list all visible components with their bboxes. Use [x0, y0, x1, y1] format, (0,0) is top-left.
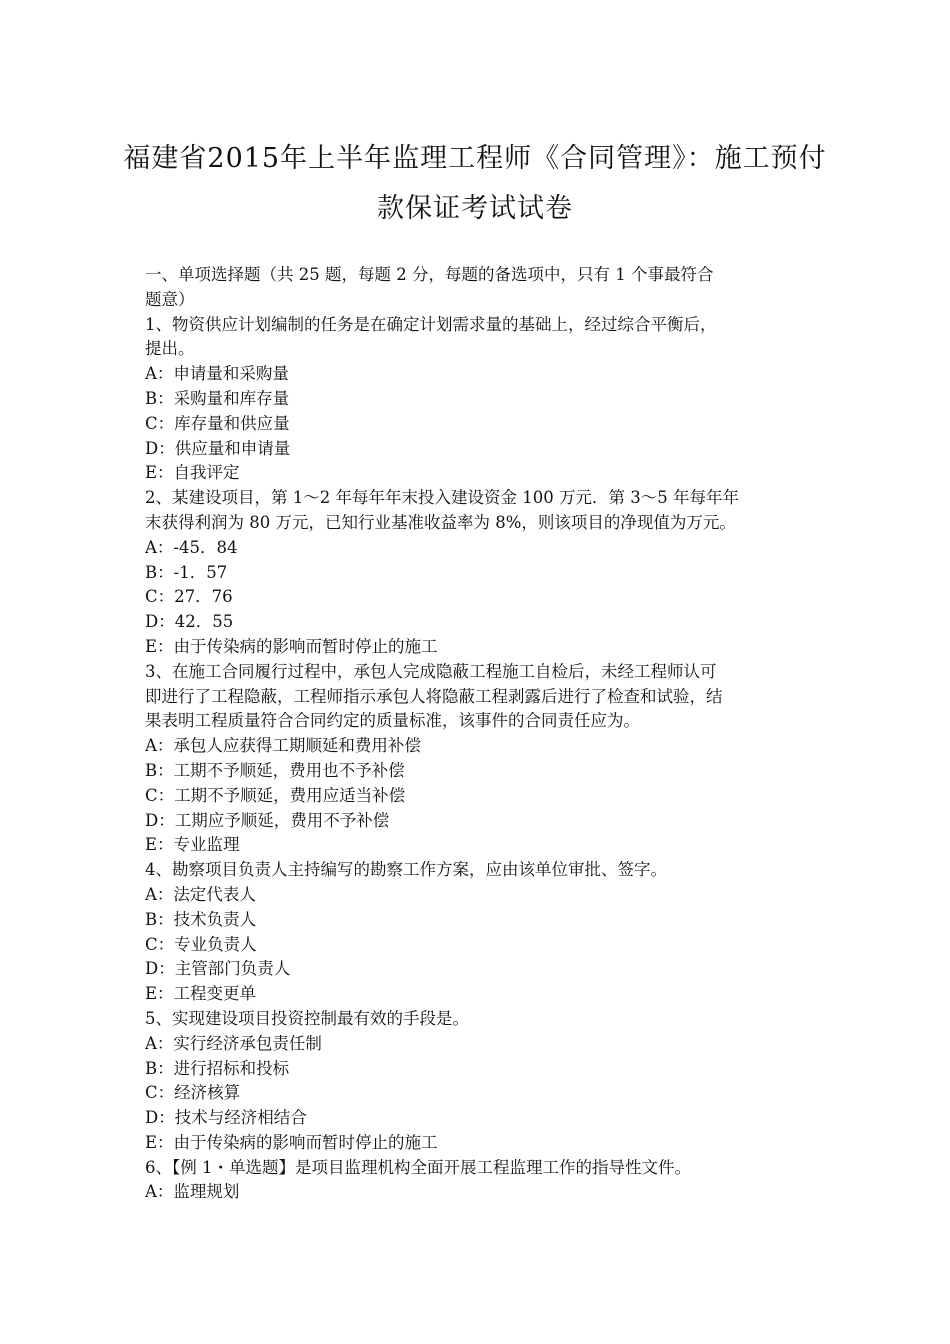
question-6-text: 6、【例 1・单选题】是项目监理机构全面开展工程监理工作的指导性文件。: [145, 1157, 691, 1177]
question-3-text-cont: 果表明工程质量符合合同约定的质量标准，该事件的合同责任应为。: [145, 711, 640, 731]
question-2-option-e: E：由于传染病的影响而暂时停止的施工: [145, 636, 438, 656]
question-1-option-c: C：库存量和供应量: [145, 413, 290, 433]
document-title-line-1: 福建省2015年上半年监理工程师《合同管理》：施工预付: [123, 143, 827, 174]
question-4-option-b: B：技术负责人: [145, 909, 257, 929]
question-1-option-b: B：采购量和库存量: [145, 388, 290, 408]
section-heading-cont: 题意）: [145, 289, 195, 309]
question-3-option-e: E：专业监理: [145, 835, 240, 855]
question-3-option-b: B：工期不予顺延，费用也不予补偿: [145, 760, 405, 780]
question-5-option-c: C：经济核算: [145, 1083, 241, 1103]
question-3-option-d: D：工期应予顺延，费用不予补偿: [145, 810, 390, 830]
question-5-option-a: A：实行经济承包责任制: [145, 1033, 322, 1053]
question-5-option-d: D：技术与经济相结合: [145, 1108, 307, 1128]
question-1-option-e: E：自我评定: [145, 463, 240, 483]
question-2-option-a: A：-45．84: [145, 537, 238, 557]
question-5-text: 5、实现建设项目投资控制最有效的手段是。: [145, 1008, 469, 1028]
question-6-option-a: A：监理规划: [145, 1182, 240, 1202]
question-1-option-d: D：供应量和申请量: [145, 438, 291, 458]
question-2-text-cont: 末获得利润为 80 万元，已知行业基准收益率为 8%，则该项目的净现值为万元。: [145, 512, 736, 532]
question-3-text-cont: 即进行了工程隐蔽，工程师指示承包人将隐蔽工程剥露后进行了检查和试验，结: [145, 686, 723, 706]
document-title-line-2: 款保证考试试卷: [377, 193, 573, 224]
question-2-option-b: B：-1．57: [145, 562, 228, 582]
question-4-option-c: C：专业负责人: [145, 934, 257, 954]
question-1-option-a: A：申请量和采购量: [145, 364, 289, 384]
question-2-text: 2、某建设项目，第 1～2 年每年年末投入建设资金 100 万元．第 3～5 年每年年: [145, 488, 739, 508]
question-4-option-a: A：法定代表人: [145, 884, 256, 904]
question-1-text: 1、物资供应计划编制的任务是在确定计划需求量的基础上，经过综合平衡后，: [145, 314, 717, 334]
question-4-text: 4、勘察项目负责人主持编写的勘察工作方案，应由该单位审批、签字。: [145, 860, 667, 880]
question-4-option-d: D：主管部门负责人: [145, 959, 291, 979]
question-3-option-c: C：工期不予顺延，费用应适当补偿: [145, 785, 406, 805]
question-2-option-c: C：27．76: [145, 587, 233, 607]
document-body: [145, 263, 810, 1205]
question-4-option-e: E：工程变更单: [145, 984, 257, 1004]
question-5-option-b: B：进行招标和投标: [145, 1058, 290, 1078]
question-5-option-e: E：由于传染病的影响而暂时停止的施工: [145, 1132, 438, 1152]
question-3-text: 3、在施工合同履行过程中，承包人完成隐蔽工程施工自检后，未经工程师认可: [145, 661, 717, 681]
question-1-text-cont: 提出。: [145, 339, 195, 359]
question-3-option-a: A：承包人应获得工期顺延和费用补偿: [145, 736, 421, 756]
question-2-option-d: D：42．55: [145, 612, 234, 632]
section-heading: 一、单项选择题（共 25 题，每题 2 分，每题的备选项中，只有 1 个事最符合: [145, 265, 714, 284]
